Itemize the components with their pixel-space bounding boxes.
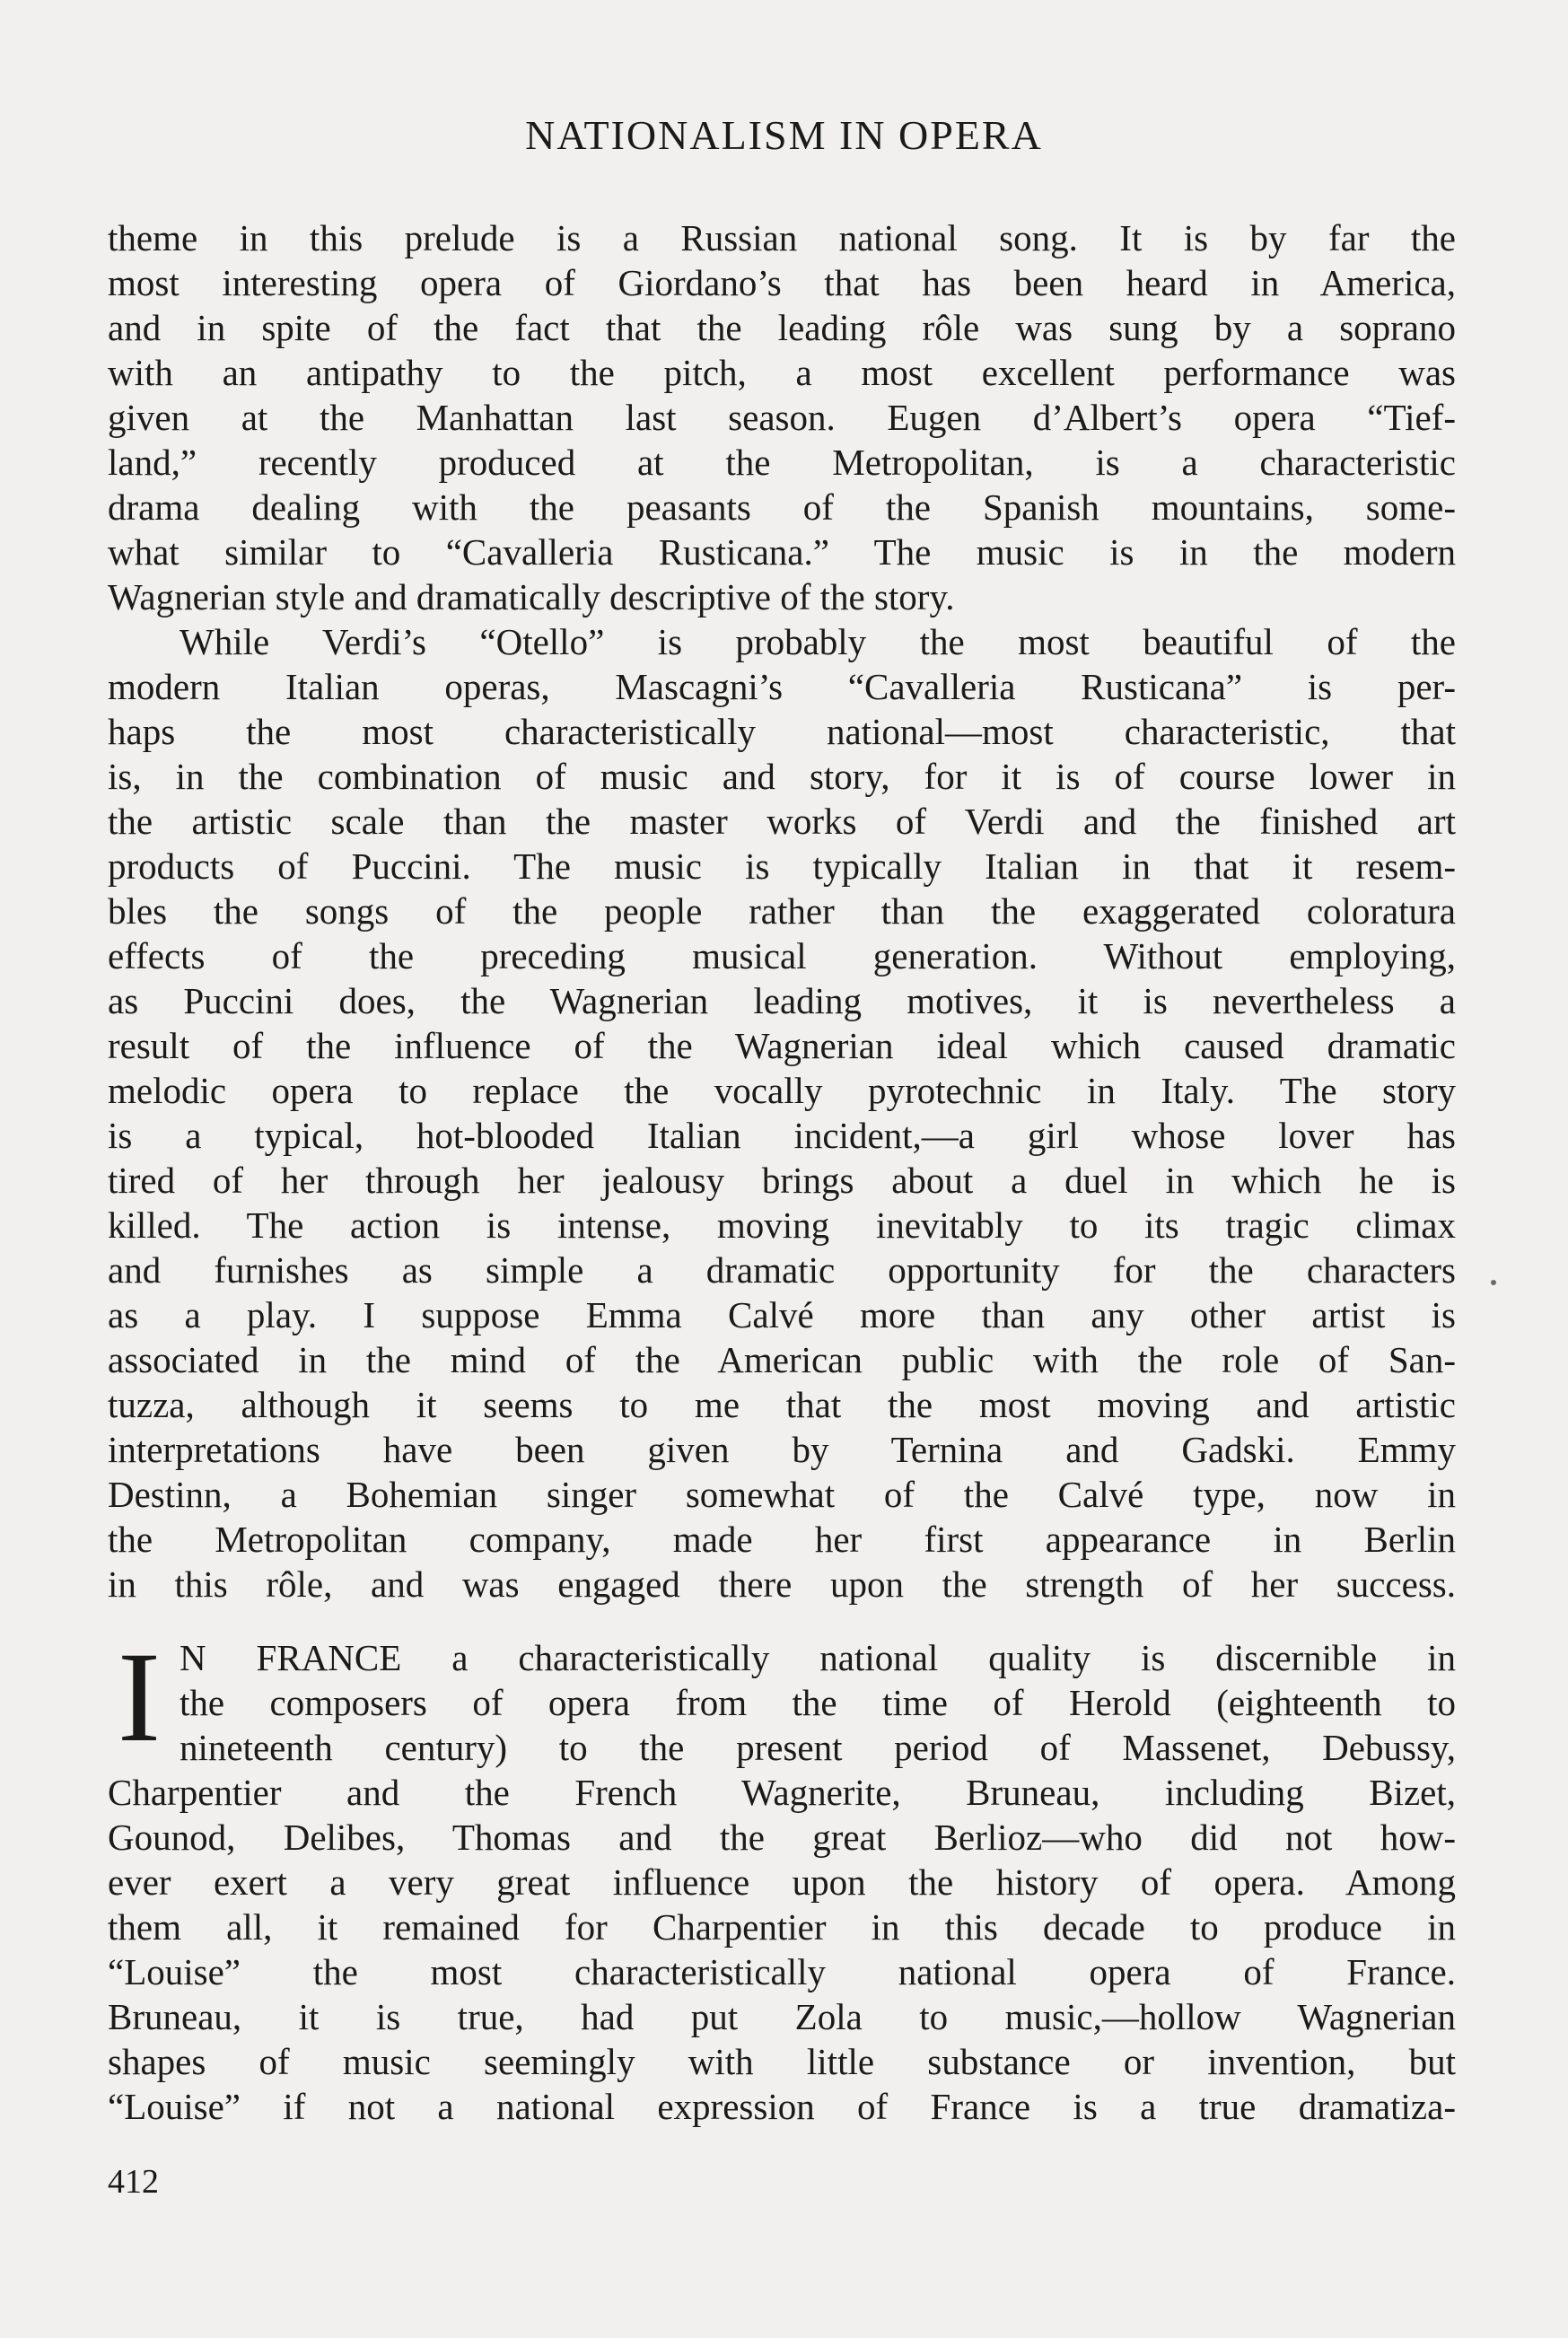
text-line: interpretations have been given by Ternina and Gadski. Emmy [108, 1429, 1456, 1470]
text-line: as a play. I suppose Emma Calvé more than any other artist is [108, 1294, 1456, 1335]
text-line: associated in the mind of the American public with the role of San- [108, 1339, 1456, 1380]
text-line: given at the Manhattan last season. Eugen d’Albert’s opera “Tief- [108, 397, 1456, 438]
text-line: and furnishes as simple a dramatic opportunity for the characters [108, 1249, 1456, 1291]
text-line: shapes of music seemingly with little substance or invention, but [108, 2041, 1456, 2082]
text-line: “Louise” if not a national expression of France is a true dramatiza- [108, 2086, 1456, 2127]
text-line: and in spite of the fact that the leading rôle was sung by a soprano [108, 307, 1456, 348]
text-line: Bruneau, it is true, had put Zola to music,—hollow Wagnerian [108, 1996, 1456, 2037]
running-title: NATIONALISM IN OPERA [525, 112, 1043, 158]
text-line: While Verdi’s “Otello” is probably the most beautiful of the [180, 621, 1456, 662]
text-line: “Louise” the most characteristically national opera of France. [108, 1951, 1456, 1992]
text-line: tuzza, although it seems to me that the most moving and artistic [108, 1384, 1456, 1425]
text-line: land,” recently produced at the Metropolitan, is a characteristic [108, 442, 1456, 483]
text-line: them all, it remained for Charpentier in this decade to produce in [108, 1906, 1456, 1948]
text-line: with an antipathy to the pitch, a most excellent performance was [108, 352, 1456, 393]
text-line: in this rôle, and was engaged there upon the strength of her success. [108, 1563, 1456, 1605]
text-line: the Metropolitan company, made her first appearance in Berlin [108, 1519, 1456, 1560]
text-line: haps the most characteristically national—most characteristic, that [108, 711, 1456, 752]
text-line: killed. The action is intense, moving inevitably to its tragic climax [108, 1204, 1456, 1246]
text-line: Gounod, Delibes, Thomas and the great Berlioz—who did not how- [108, 1817, 1456, 1858]
text-line: melodic opera to replace the vocally pyrotechnic in Italy. The story [108, 1070, 1456, 1111]
text-line: most interesting opera of Giordano’s that has been heard in America, [108, 262, 1456, 303]
text-line: N FRANCE a characteristically national quality is discernible in [180, 1637, 1456, 1678]
text-line: tired of her through her jealousy brings about a duel in which he is [108, 1160, 1456, 1201]
text-line: theme in this prelude is a Russian national song. It is by far the [108, 217, 1456, 258]
text-line: Wagnerian style and dramatically descriptive of the story. [108, 576, 955, 617]
text-line: result of the influence of the Wagnerian ideal which caused dramatic [108, 1025, 1456, 1066]
text-line: is, in the combination of music and story, for it is of course lower in [108, 756, 1456, 797]
ink-speck [1491, 1280, 1496, 1285]
page-number: 412 [108, 2163, 159, 2201]
body-text-section-2 [108, 1626, 1456, 2129]
text-line: effects of the preceding musical generation. Without employing, [108, 935, 1456, 976]
text-line: is a typical, hot-blooded Italian incident,—a girl whose lover has [108, 1115, 1456, 1156]
text-line: ever exert a very great influence upon the history of opera. Among [108, 1861, 1456, 1903]
text-line: the artistic scale than the master works of Verdi and the finished art [108, 801, 1456, 842]
text-line: bles the songs of the people rather than the exaggerated coloratura [108, 890, 1456, 932]
text-line: Charpentier and the French Wagnerite, Bruneau, including Bizet, [108, 1772, 1456, 1813]
text-line: the composers of opera from the time of Herold (eighteenth to [180, 1682, 1456, 1723]
text-line: products of Puccini. The music is typically Italian in that it resem- [108, 845, 1456, 887]
drop-cap: I [118, 1626, 161, 1769]
text-line: drama dealing with the peasants of the Spanish mountains, some- [108, 486, 1456, 528]
text-line: nineteenth century) to the present period of Massenet, Debussy, [180, 1727, 1456, 1768]
text-line: as Puccini does, the Wagnerian leading motives, it is nevertheless a [108, 980, 1456, 1021]
text-line: what similar to “Cavalleria Rusticana.” The music is in the modern [108, 531, 1456, 573]
text-line: modern Italian operas, Mascagni’s “Cavalleria Rusticana” is per- [108, 666, 1456, 707]
body-text-section-1 [108, 215, 1456, 1607]
text-line: Destinn, a Bohemian singer somewhat of the Calvé type, now in [108, 1474, 1456, 1515]
